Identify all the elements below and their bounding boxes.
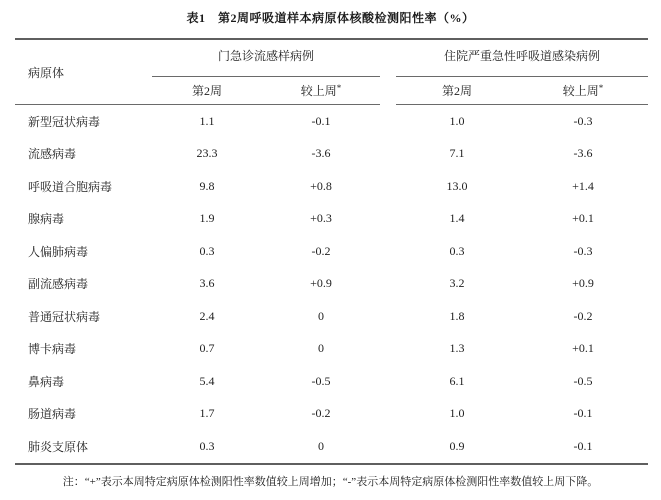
gap-cell	[380, 105, 396, 138]
value-cell: 0	[318, 341, 324, 356]
value-cell: -0.1	[573, 406, 593, 421]
table-note: 注：“+”表示本周特定病原体检测阳性率数值较上周增加；“-”表示本周特定病原体检测阳性率数值较上周下降。	[62, 476, 599, 488]
value-cell: 2.4	[199, 308, 215, 323]
value-cell: 23.3	[196, 146, 218, 161]
pathogen-cell: 呼吸道合胞病毒	[28, 179, 113, 194]
value-cell: -0.2	[311, 406, 331, 421]
value-cell: 1.0	[449, 113, 465, 128]
value-cell: 1.7	[199, 406, 215, 421]
value-cell: -0.2	[573, 308, 593, 323]
group-header-outpatient: 门急诊流感样病例	[152, 40, 380, 77]
pathogen-cell: 肺炎支原体	[28, 439, 89, 454]
value-cell: +0.9	[572, 276, 594, 291]
value-cell: -3.6	[573, 146, 593, 161]
gap-cell	[380, 333, 396, 366]
gap-cell	[380, 203, 396, 236]
subheader-vs-lastweek	[518, 77, 648, 105]
pathogen-cell: 副流感病毒	[28, 277, 89, 292]
value-cell: -0.2	[311, 243, 331, 258]
pathogen-cell: 流感病毒	[28, 147, 77, 162]
value-cell: 1.1	[199, 113, 215, 128]
gap-cell	[380, 235, 396, 268]
value-cell: 1.4	[449, 211, 465, 226]
value-cell: 0.9	[449, 438, 465, 453]
subheader-label: 较上周	[562, 84, 599, 98]
column-gap	[380, 40, 396, 77]
gap-cell	[380, 170, 396, 203]
pathogen-cell: 人偏肺病毒	[28, 244, 89, 259]
value-cell: 0.3	[449, 243, 465, 258]
subheader-vs-lastweek	[262, 77, 380, 105]
subheader-asterisk: *	[336, 83, 342, 93]
subheader-label: 较上周	[300, 84, 337, 98]
value-cell: +1.4	[572, 178, 594, 193]
value-cell: 0.3	[199, 438, 215, 453]
subheader-label: 第2周	[441, 84, 472, 98]
value-cell: 1.8	[449, 308, 465, 323]
value-cell: 6.1	[449, 373, 465, 388]
pathogen-cell: 普通冠状病毒	[28, 309, 101, 324]
value-cell: +0.1	[572, 211, 594, 226]
data-table	[15, 38, 648, 465]
value-cell: -0.5	[573, 373, 593, 388]
gap-cell	[380, 138, 396, 171]
value-cell: -3.6	[311, 146, 331, 161]
group-header-hospitalized: 住院严重急性呼吸道感染病例	[396, 40, 648, 77]
value-cell: 1.0	[449, 406, 465, 421]
value-cell: 0.7	[199, 341, 215, 356]
value-cell: -0.1	[573, 438, 593, 453]
pathogen-cell: 新型冠状病毒	[28, 114, 101, 129]
pathogen-cell: 博卡病毒	[28, 342, 77, 357]
value-cell: 3.2	[449, 276, 465, 291]
value-cell: -0.1	[311, 113, 331, 128]
value-cell: 3.6	[199, 276, 215, 291]
value-cell: 0	[318, 438, 324, 453]
gap-cell	[380, 300, 396, 333]
subheader-asterisk: *	[598, 83, 604, 93]
gap-cell	[380, 268, 396, 301]
value-cell: 7.1	[449, 146, 465, 161]
subheader-label: 第2周	[191, 84, 222, 98]
value-cell: 1.3	[449, 341, 465, 356]
subheader-week	[152, 77, 262, 105]
value-cell: 0.3	[199, 243, 215, 258]
value-cell: +0.3	[310, 211, 332, 226]
subheader-week	[396, 77, 518, 105]
value-cell: 5.4	[199, 373, 215, 388]
pathogen-cell: 腺病毒	[28, 212, 65, 227]
gap-cell	[380, 365, 396, 398]
value-cell: +0.1	[572, 341, 594, 356]
value-cell: +0.8	[310, 178, 332, 193]
gap-cell	[380, 430, 396, 463]
gap-cell	[380, 398, 396, 431]
value-cell: 0	[318, 308, 324, 323]
pathogen-column-header: 病原体	[15, 40, 152, 105]
value-cell: 1.9	[199, 211, 215, 226]
column-gap	[380, 77, 396, 105]
value-cell: -0.5	[311, 373, 331, 388]
pathogen-cell: 肠道病毒	[28, 407, 77, 422]
value-cell: 9.8	[199, 178, 215, 193]
value-cell: +0.9	[310, 276, 332, 291]
table-title: 表1 第2周呼吸道样本病原体核酸检测阳性率（%）	[186, 11, 475, 25]
pathogen-cell: 鼻病毒	[28, 374, 65, 389]
value-cell: -0.3	[573, 113, 593, 128]
value-cell: -0.3	[573, 243, 593, 258]
value-cell: 13.0	[446, 178, 468, 193]
